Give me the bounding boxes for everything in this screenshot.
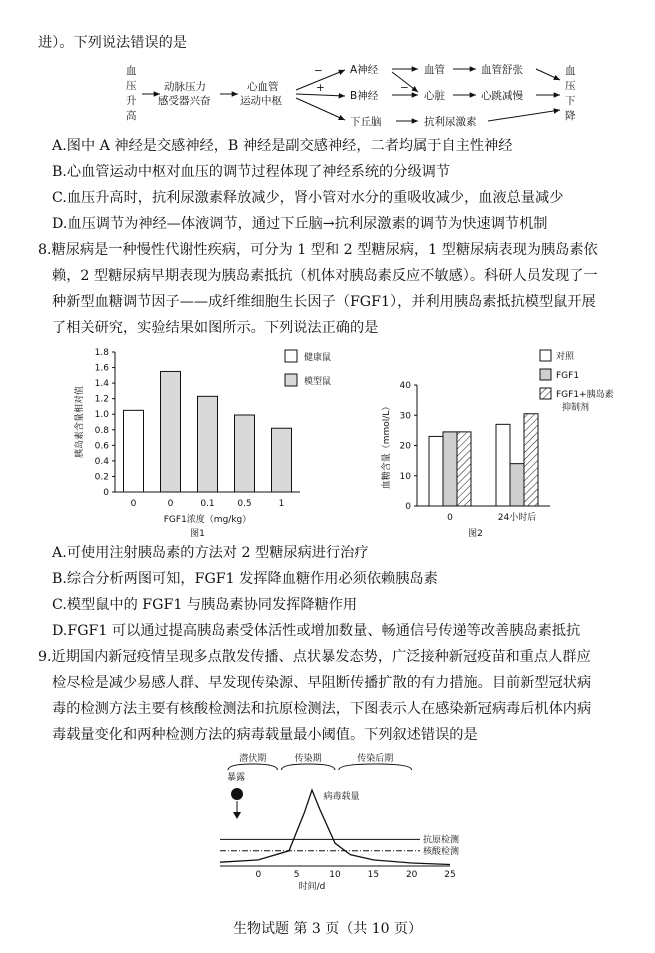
fig2-legend-label: 对照 (556, 352, 575, 362)
fig1-legend-swatch (285, 374, 297, 386)
fig3-xlabel: 时间/d (298, 882, 326, 892)
flow-center-l1: 心血管 (247, 81, 279, 93)
q9-stem-line-3: 毒的检测方法主要有核酸检测法和抗原检测法，下图表示人在感染新冠病毒后机体内病 (52, 701, 592, 717)
figure-viral-load-chart (215, 750, 515, 900)
fig1-xtick-label: 0 (167, 499, 174, 509)
fig1-ytick-label: 0.2 (94, 472, 109, 483)
blood-pressure-flow-diagram (0, 58, 655, 138)
figure-2-blood-glucose-chart (375, 340, 635, 540)
fig3-period-label: 潜伏期 (239, 754, 267, 764)
fig1-bar (161, 371, 181, 492)
figure-1-insulin-chart (70, 340, 390, 540)
fig1-ylabel: 胰岛素含量相对值 (75, 385, 85, 459)
fig2-bar (443, 432, 457, 506)
flow-slow: 心跳减慢 (481, 90, 523, 102)
fig1-bar (124, 410, 144, 492)
fig3-period-brace (228, 764, 278, 770)
fig2-bar (457, 432, 471, 506)
flow-adh: 抗利尿激素 (424, 116, 477, 128)
fig1-ytick-label: 1.0 (94, 410, 109, 421)
flow-end-c2: 下 (565, 95, 576, 107)
fig1-ytick-label: 0.6 (94, 441, 109, 452)
flow-hypothalamus: 下丘脑 (350, 116, 382, 128)
fig1-legend-label: 模型鼠 (304, 377, 332, 387)
fig2-ytick-label: 20 (399, 441, 411, 452)
fig2-legend-swatch (540, 369, 551, 380)
fig3-period-brace (281, 764, 335, 770)
q7-option-c: C.血压升高时，抗利尿激素释放减少，肾小管对水分的重吸收减少，血液总量减少 (52, 190, 564, 206)
fig3-exposure-label: 暴露 (227, 773, 246, 783)
fig3-period-label: 传染期 (294, 754, 322, 764)
fig3-antigen-threshold-label: 抗原检测 (423, 835, 460, 846)
fig1-title: 图1 (190, 529, 205, 539)
fig1-xtick-label: 0.5 (237, 499, 252, 509)
fig2-legend-label: FGF1+胰岛素 (556, 390, 614, 400)
flow-receptor-l1: 动脉压力 (164, 81, 206, 93)
fig2-legend-label: 抑制剂 (562, 403, 590, 413)
q8-stem-line-2: 赖，2 型糖尿病早期表现为胰岛素抵抗（机体对胰岛素反应不敏感）。科研人员发现了一 (52, 268, 598, 284)
fig2-ytick-label: 40 (399, 381, 411, 391)
flow-end-c3: 降 (565, 110, 576, 122)
fig1-xtick-label: 1 (278, 499, 285, 509)
fig1-bar (235, 415, 255, 492)
fig3-nucleic-threshold-label: 核酸检测 (423, 846, 460, 857)
fig2-xtick-label: 24小时后 (497, 513, 537, 523)
q9-stem-line-1: 9.近期国内新冠疫情呈现多点散发传播、点状暴发态势，广泛接种新冠疫苗和重点人群应 (38, 649, 591, 665)
fig3-xtick-label: 15 (367, 870, 380, 880)
flow-end-c0: 血 (565, 65, 576, 77)
fig1-xtick-label: 0.1 (200, 499, 215, 509)
fig1-legend-label: 健康鼠 (304, 353, 332, 363)
fig2-ylabel: 血糖含量（mmol/L） (382, 401, 392, 490)
fig3-xtick-label: 10 (329, 870, 341, 880)
fig3-period-label: 传染后期 (357, 754, 394, 764)
fig1-ytick-label: 1.6 (94, 363, 109, 374)
fig2-legend-swatch (540, 388, 551, 399)
fig3-xtick-label: 25 (444, 870, 456, 880)
flow-start-c0: 血 (126, 65, 137, 77)
fig1-ytick-label: 0 (103, 488, 109, 498)
flow-heart: 心脏 (424, 90, 445, 102)
fig1-ytick-label: 0.4 (94, 456, 109, 467)
q8-option-b: B.综合分析两图可知，FGF1 发挥降血糖作用必须依赖胰岛素 (52, 571, 438, 587)
q9-stem-line-4: 毒载量变化和两种检测方法的病毒载量最小阈值。下列叙述错误的是 (52, 727, 478, 743)
fig2-bar (496, 424, 510, 506)
fig1-ytick-label: 1.2 (94, 394, 109, 405)
fig1-bar (198, 396, 218, 492)
q8-stem-line-1: 8.糖尿病是一种慢性代谢性疾病，可分为 1 型和 2 型糖尿病，1 型糖尿病表现为胰岛素依 (38, 242, 598, 258)
flow-b-nerve: B神经 (350, 90, 379, 102)
q7-option-d: D.血压调节为神经—体液调节，通过下丘脑→抗利尿激素的调节为快速调节机制 (52, 216, 548, 232)
fig3-series-label: 病毒载量 (323, 792, 360, 803)
flow-a-nerve: A神经 (350, 64, 379, 76)
fig2-ytick-label: 30 (399, 411, 411, 422)
fig2-title: 图2 (468, 529, 483, 539)
fig3-xtick-label: 20 (405, 870, 418, 880)
fig1-legend-swatch (285, 350, 297, 362)
q7-stem-tail: 进）。下列说法错误的是 (38, 35, 187, 51)
flow-minus-heart: − (400, 82, 409, 94)
fig2-xtick-label: 0 (447, 513, 453, 523)
q8-stem-line-4: 了相关研究，实验结果如图所示。下列说法正确的是 (52, 320, 379, 336)
fig2-bar (524, 414, 538, 506)
flow-start-c2: 升 (126, 95, 137, 107)
fig3-period-brace (339, 764, 412, 770)
fig1-ytick-label: 1.4 (94, 379, 109, 390)
fig3-exposure-dot (231, 788, 243, 800)
q9-stem-line-2: 检尽检是减少易感人群、早发现传染源、早阻断传播扩散的有力措施。目前新型冠状病 (52, 675, 592, 691)
flow-receptor-l2: 感受器兴奋 (158, 95, 211, 107)
flow-plus-b: + (316, 82, 325, 94)
flow-minus-a: − (314, 65, 323, 77)
q8-option-a: A.可使用注射胰岛素的方法对 2 型糖尿病进行治疗 (52, 545, 369, 561)
fig3-xtick-label: 0 (255, 870, 262, 880)
fig1-xtick-label: 0 (130, 499, 137, 509)
flow-end (565, 65, 576, 122)
fig3-xtick-label: 5 (293, 870, 300, 880)
fig1-ytick-label: 0.8 (94, 425, 109, 436)
fig2-bar (429, 436, 443, 506)
fig2-ytick-label: 0 (405, 502, 411, 512)
flow-start (126, 65, 137, 122)
fig2-legend-swatch (540, 350, 551, 361)
q7-option-a: A.图中 A 神经是交感神经，B 神经是副交感神经，二者均属于自主性神经 (52, 138, 513, 154)
fig1-xlabel: FGF1浓度（mg/kg） (163, 515, 252, 525)
flow-center-l2: 运动中枢 (240, 95, 282, 107)
fig2-legend-label: FGF1 (556, 371, 580, 381)
flow-dilate: 血管舒张 (481, 64, 523, 76)
fig3-exposure-arrowhead (233, 812, 241, 819)
page-footer: 生物试题 第 3 页（共 10 页） (233, 921, 422, 937)
flow-vessel: 血管 (424, 64, 445, 76)
flow-end-c1: 压 (565, 80, 576, 92)
q8-option-c: C.模型鼠中的 FGF1 与胰岛素协同发挥降糖作用 (52, 597, 358, 613)
fig1-bar (272, 428, 292, 492)
flow-start-c1: 压 (126, 80, 137, 92)
fig1-ytick-label: 1.8 (94, 348, 109, 358)
fig2-ytick-label: 10 (399, 471, 411, 482)
q8-option-d: D.FGF1 可以通过提高胰岛素受体活性或增加数量、畅通信号传递等改善胰岛素抵抗 (52, 623, 581, 639)
q7-option-b: B.心血管运动中枢对血压的调节过程体现了神经系统的分级调节 (52, 164, 451, 180)
flow-start-c3: 高 (126, 110, 137, 122)
q8-stem-line-3: 种新型血糖调节因子——成纤维细胞生长因子（FGF1），并利用胰岛素抵抗模型鼠开展 (52, 294, 596, 310)
fig2-bar (510, 464, 524, 506)
